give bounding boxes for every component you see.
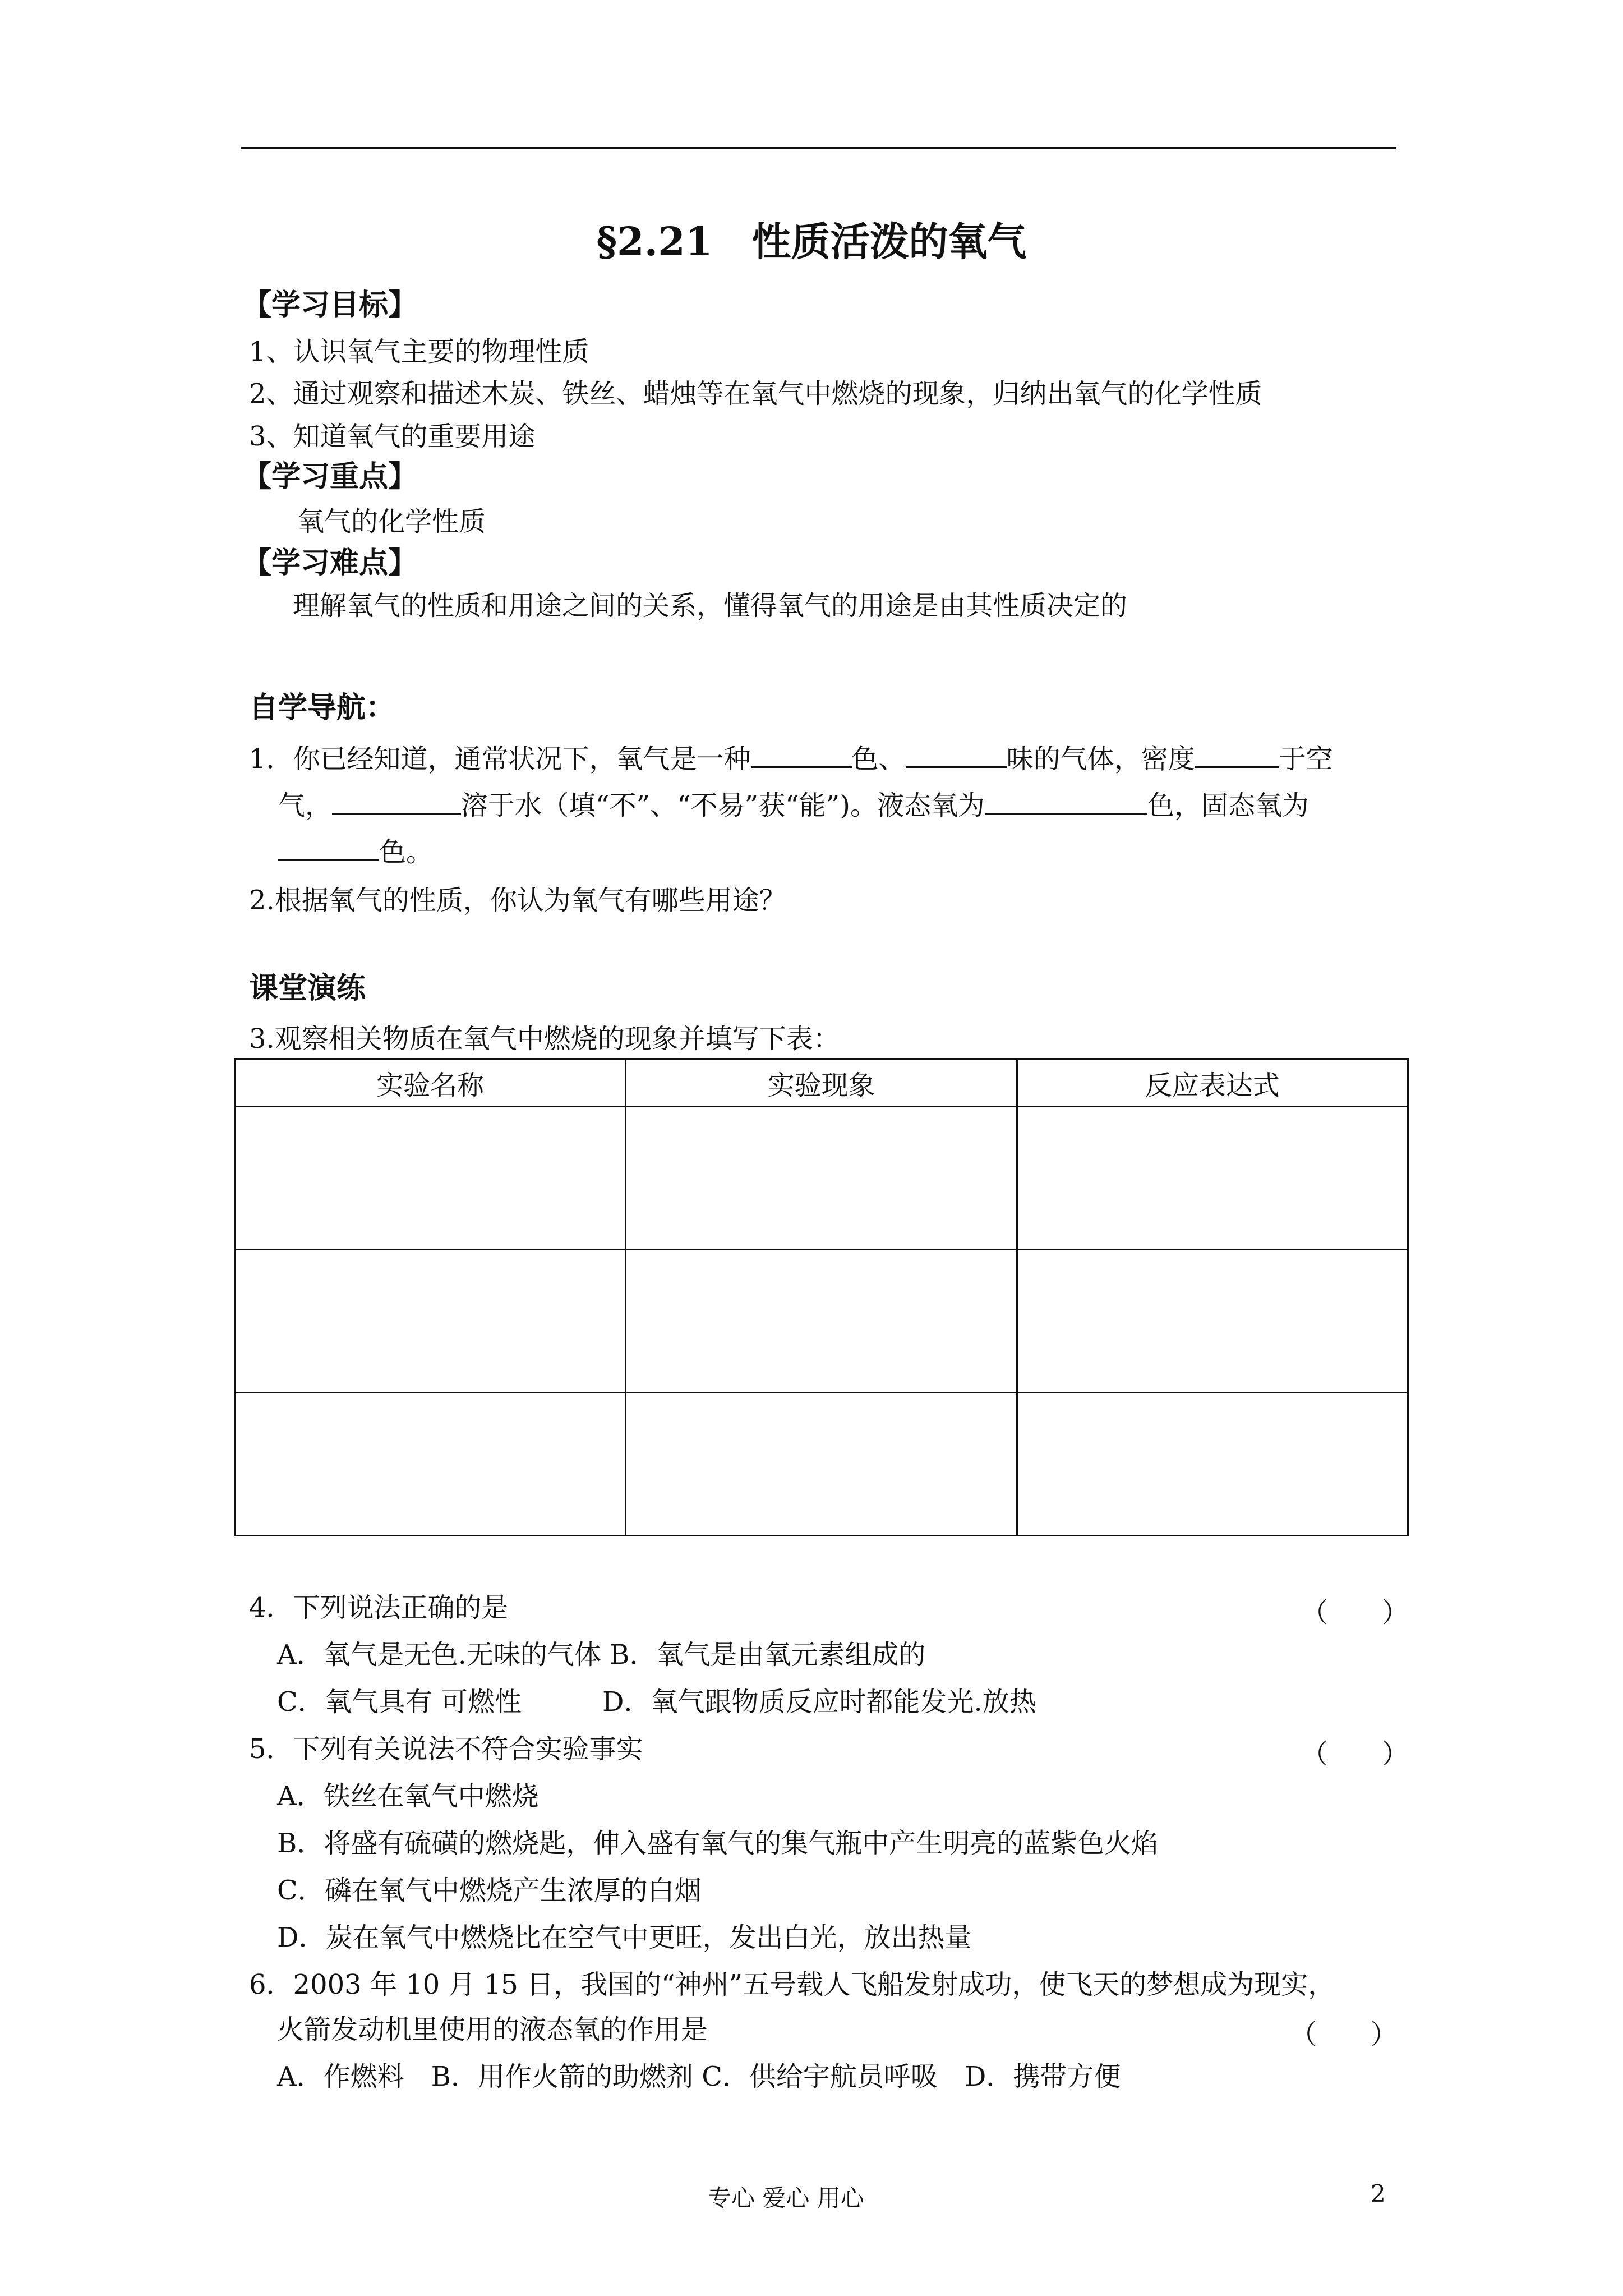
table-cell[interactable] (235, 1250, 626, 1393)
table-cell[interactable] (626, 1250, 1017, 1393)
table-header-row (235, 1059, 1408, 1107)
table-row (235, 1250, 1408, 1393)
question-6-stem-line-1: 6．2003 年 10 月 15 日，我国的“神州”五号载人飞船发射成功，使飞天的梦想成为现实， (249, 1969, 1335, 2000)
practice-heading: 课堂演练 (249, 971, 366, 1005)
table-cell[interactable] (235, 1107, 626, 1250)
table-row (235, 1393, 1408, 1536)
experiment-table (234, 1058, 1409, 1536)
q1-text-6: 溶于水（填“不”、“不易”获“能”)。液态氧为 (461, 790, 985, 821)
self-study-heading: 自学导航： (249, 691, 395, 725)
blank-density[interactable] (1195, 742, 1279, 768)
col-header-experiment-name: 实验名称 (235, 1059, 626, 1107)
page-title: §2.21 性质活泼的氧气 (596, 218, 1027, 265)
blank-smell[interactable] (906, 742, 1007, 768)
q1-text-8: 色。 (379, 836, 434, 868)
question-4-option-ab: A．氧气是无色.无味的气体 B．氧气是由氧元素组成的 (277, 1639, 926, 1671)
question-6-stem-line-2: 火箭发动机里使用的液态氧的作用是 (277, 2014, 708, 2045)
blank-color[interactable] (751, 742, 852, 768)
blank-liquid-color[interactable] (985, 788, 1147, 815)
goals-heading: 【学习目标】 (242, 288, 418, 322)
q1-text-2: 色、 (851, 743, 906, 775)
question-1-line-3 (278, 835, 433, 869)
goal-item-3: 3、知道氧气的重要用途 (249, 421, 536, 452)
question-5-option-d: D．炭在氧气中燃烧比在空气中更旺，发出白光，放出热量 (277, 1922, 972, 1953)
table-cell[interactable] (1017, 1393, 1408, 1536)
q1-text-5: 气， (278, 790, 333, 821)
table-row (235, 1107, 1408, 1250)
key-point-text: 氧气的化学性质 (297, 506, 486, 537)
question-6-options: A．作燃料 B．用作火箭的助燃剂 C．供给宇航员呼吸 D．携带方便 (277, 2061, 1121, 2092)
col-header-reaction-expression: 反应表达式 (1017, 1059, 1408, 1107)
question-4-answer-paren[interactable]: （ ） (1301, 1597, 1409, 1628)
q1-text-1: 1．你已经知道，通常状况下，氧气是一种 (249, 743, 751, 775)
key-point-heading: 【学习重点】 (242, 459, 418, 494)
question-1-line-2 (278, 788, 1309, 822)
blank-solubility[interactable] (332, 788, 461, 815)
difficulty-heading: 【学习难点】 (242, 546, 418, 580)
blank-solid-color[interactable] (278, 835, 379, 861)
table-cell[interactable] (626, 1393, 1017, 1536)
table-cell[interactable] (1017, 1107, 1408, 1250)
question-1-line-1 (249, 742, 1333, 776)
q1-text-3: 味的气体，密度 (1006, 743, 1195, 775)
question-5-option-b: B．将盛有硫磺的燃烧匙，伸入盛有氧气的集气瓶中产生明亮的蓝紫色火焰 (277, 1828, 1159, 1859)
goal-item-2: 2、通过观察和描述木炭、铁丝、蜡烛等在氧气中燃烧的现象，归纳出氧气的化学性质 (249, 378, 1262, 409)
table-cell[interactable] (1017, 1250, 1408, 1393)
question-5-option-c: C．磷在氧气中燃烧产生浓厚的白烟 (277, 1875, 702, 1906)
question-4-stem: 4．下列说法正确的是 (249, 1592, 509, 1623)
question-2: 2.根据氧气的性质，你认为氧气有哪些用途？ (249, 885, 786, 916)
q1-text-7: 色，固态氧为 (1147, 790, 1309, 821)
goal-item-1: 1、认识氧气主要的物理性质 (249, 336, 589, 367)
question-4-option-cd: C．氧气具有 可燃性 D．氧气跟物质反应时都能发光.放热 (277, 1686, 1036, 1718)
page-number: 2 (1371, 2180, 1386, 2207)
difficulty-text: 理解氧气的性质和用途之间的关系，懂得氧气的用途是由其性质决定的 (293, 590, 1128, 622)
table-cell[interactable] (626, 1107, 1017, 1250)
footer-motto: 专心 爱心 用心 (708, 2184, 864, 2212)
col-header-phenomenon: 实验现象 (626, 1059, 1017, 1107)
table-cell[interactable] (235, 1393, 626, 1536)
question-5-answer-paren[interactable]: （ ） (1301, 1738, 1409, 1770)
question-3: 3.观察相关物质在氧气中燃烧的现象并填写下表： (249, 1023, 840, 1055)
header-rule (241, 147, 1396, 149)
question-6-answer-paren[interactable]: （ ） (1290, 2019, 1398, 2050)
question-5-stem: 5．下列有关说法不符合实验事实 (249, 1733, 643, 1765)
question-5-option-a: A．铁丝在氧气中燃烧 (277, 1780, 539, 1812)
q1-text-4: 于空 (1279, 743, 1333, 775)
